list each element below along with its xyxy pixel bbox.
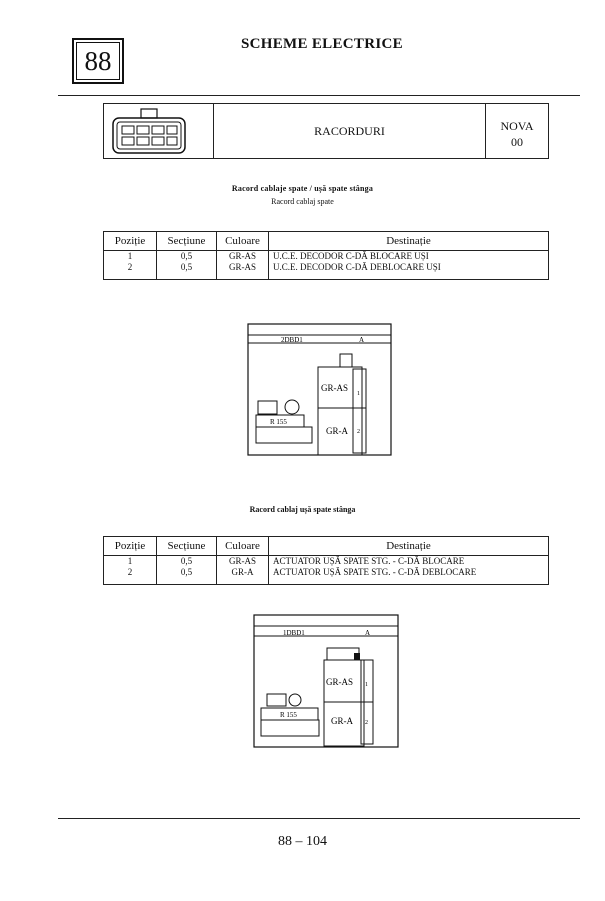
pin1-label: 1 [365, 682, 368, 688]
ref-label: R 155 [270, 418, 287, 426]
header-rule [58, 95, 580, 96]
diagram-letter: A [359, 336, 365, 344]
ref-circle [285, 400, 299, 414]
pin1-label: 1 [357, 391, 360, 397]
cell-sectiune: 0,5 0,5 [157, 556, 217, 585]
page-title: SCHEME ELECTRICE [241, 36, 403, 52]
cell-destinatie: ACTUATOR UȘĂ SPATE STG. - C-DĂ BLOCARE ACTUATOR UȘĂ SPATE STG. - C-DĂ DEBLOCARE [269, 556, 549, 585]
section1-connector-diagram [247, 323, 392, 456]
section1-title: Racord cablaje spate / ușă spate stânga [231, 184, 374, 193]
connector-body [318, 367, 362, 455]
nova-version: 00 [511, 135, 523, 149]
connector-latch-tab [354, 653, 360, 660]
pin2-label: 2 [357, 429, 360, 435]
cell-culoare: GR-AS GR-AS [217, 251, 269, 280]
section2-connector-diagram [253, 614, 399, 748]
table-row [104, 251, 549, 280]
connector-header-box [103, 103, 549, 159]
connector-body [324, 660, 364, 746]
chapter-number: 88 [84, 45, 112, 76]
col-pozitie: Poziție [104, 537, 157, 556]
col-culoare: Culoare [217, 537, 269, 556]
wire2-label: GR-A [326, 426, 348, 436]
cell-culoare: GR-AS GR-A [217, 556, 269, 585]
wire1-label: GR-AS [321, 383, 349, 393]
connector-icon-cell [104, 104, 214, 158]
nova-label: NOVA [500, 119, 534, 133]
table-row [104, 556, 549, 585]
table-header-row [104, 232, 549, 251]
connector-side [353, 369, 366, 453]
section2-title: Racord cablaj ușă spate stânga [249, 505, 356, 514]
section1-table [103, 231, 549, 280]
col-sectiune: Secțiune [157, 232, 217, 251]
diagram-letter: A [365, 629, 371, 637]
diagram-code: 2DBD1 [281, 336, 303, 344]
section2-table [103, 536, 549, 585]
footer-rule [58, 818, 580, 819]
cell-sectiune: 0,5 0,5 [157, 251, 217, 280]
chapter-number-box [72, 38, 124, 84]
section1-subtitle: Racord cablaj spate [271, 197, 334, 206]
col-sectiune: Secțiune [157, 537, 217, 556]
diagram-frame [248, 324, 391, 455]
wire1-label: GR-AS [326, 677, 354, 687]
col-culoare: Culoare [217, 232, 269, 251]
nova-cell [485, 104, 548, 158]
diagram-code: 1DBD1 [283, 629, 305, 637]
connector-icon [104, 104, 214, 158]
col-destinatie: Destinație [269, 232, 549, 251]
ref-base [261, 720, 319, 736]
ref-base [256, 427, 312, 443]
cell-destinatie: U.C.E. DECODOR C-DĂ BLOCARE UȘI U.C.E. DECODOR C-DĂ DEBLOCARE UȘI [269, 251, 549, 280]
ref-circle [289, 694, 301, 706]
table-header-row [104, 537, 549, 556]
ref-square [267, 694, 286, 706]
cell-pozitie: 1 2 [104, 251, 157, 280]
page-number: 88 – 104 [278, 834, 327, 849]
connector-latch [340, 354, 352, 367]
wire2-label: GR-A [331, 716, 353, 726]
ref-label: R 155 [280, 711, 297, 719]
col-pozitie: Poziție [104, 232, 157, 251]
connector-header-title: RACORDURI [314, 123, 385, 138]
ref-square [258, 401, 277, 414]
cell-pozitie: 1 2 [104, 556, 157, 585]
pin2-label: 2 [365, 720, 368, 726]
col-destinatie: Destinație [269, 537, 549, 556]
